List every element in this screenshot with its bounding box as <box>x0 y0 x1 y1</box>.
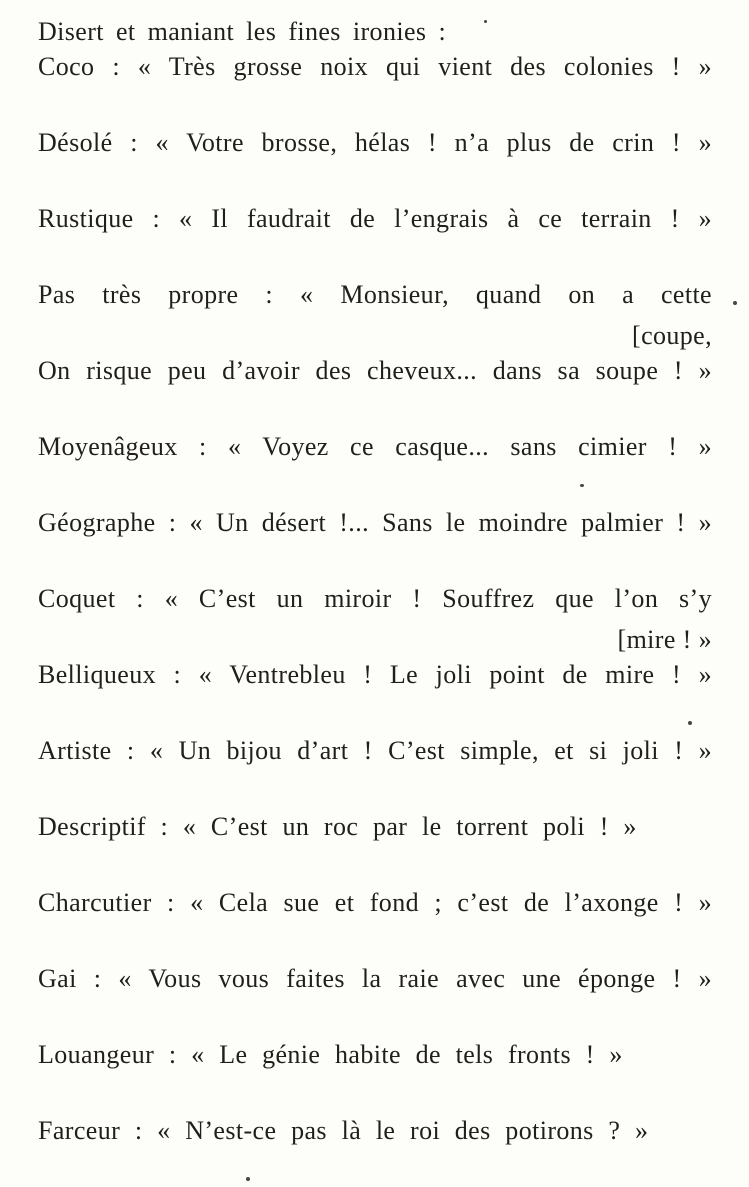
verse-line: Descriptif : « C’est un roc par le torrent poli ! » <box>38 812 637 841</box>
verse-line: Gai : « Vous vous faites la raie avec une éponge ! » <box>38 964 712 993</box>
verse-line: Disert et maniant les fines ironies : <box>38 17 447 46</box>
verse-line: Moyenâgeux : « Voyez ce casque... sans cimier ! » <box>38 432 712 461</box>
verse-line: Pas très propre : « Monsieur, quand on a cette <box>38 280 712 309</box>
print-speck <box>246 1177 250 1181</box>
print-speck <box>733 301 737 305</box>
verse-line: Coquet : « C’est un miroir ! Souffrez que l’on s’y <box>38 584 712 613</box>
print-speck <box>688 721 692 725</box>
verse-line: Coco : « Très grosse noix qui vient des colonies ! » <box>38 52 712 81</box>
verse-line: Farceur : « N’est-ce pas là le roi des potirons ? » <box>38 1116 649 1145</box>
verse-line: Belliqueux : « Ventrebleu ! Le joli point de mire ! » <box>38 660 712 689</box>
verse-line: On risque peu d’avoir des cheveux... dans sa soupe ! » <box>38 356 712 385</box>
print-speck <box>580 484 584 487</box>
verse-continuation-line: [coupe, <box>632 321 712 350</box>
verse-continuation-line: [mire ! » <box>617 625 712 654</box>
verse-line: Rustique : « Il faudrait de l’engrais à ce terrain ! » <box>38 204 712 233</box>
verse-line: Charcutier : « Cela sue et fond ; c’est de l’axonge ! » <box>38 888 712 917</box>
verse-line: Désolé : « Votre brosse, hélas ! n’a plus de crin ! » <box>38 128 712 157</box>
verse-line: Artiste : « Un bijou d’art ! C’est simple, et si joli ! » <box>38 736 712 765</box>
verse-line: Louangeur : « Le génie habite de tels fronts ! » <box>38 1040 623 1069</box>
print-speck <box>484 20 487 23</box>
verse-line: Géographe : « Un désert !... Sans le moindre palmier ! » <box>38 508 712 537</box>
